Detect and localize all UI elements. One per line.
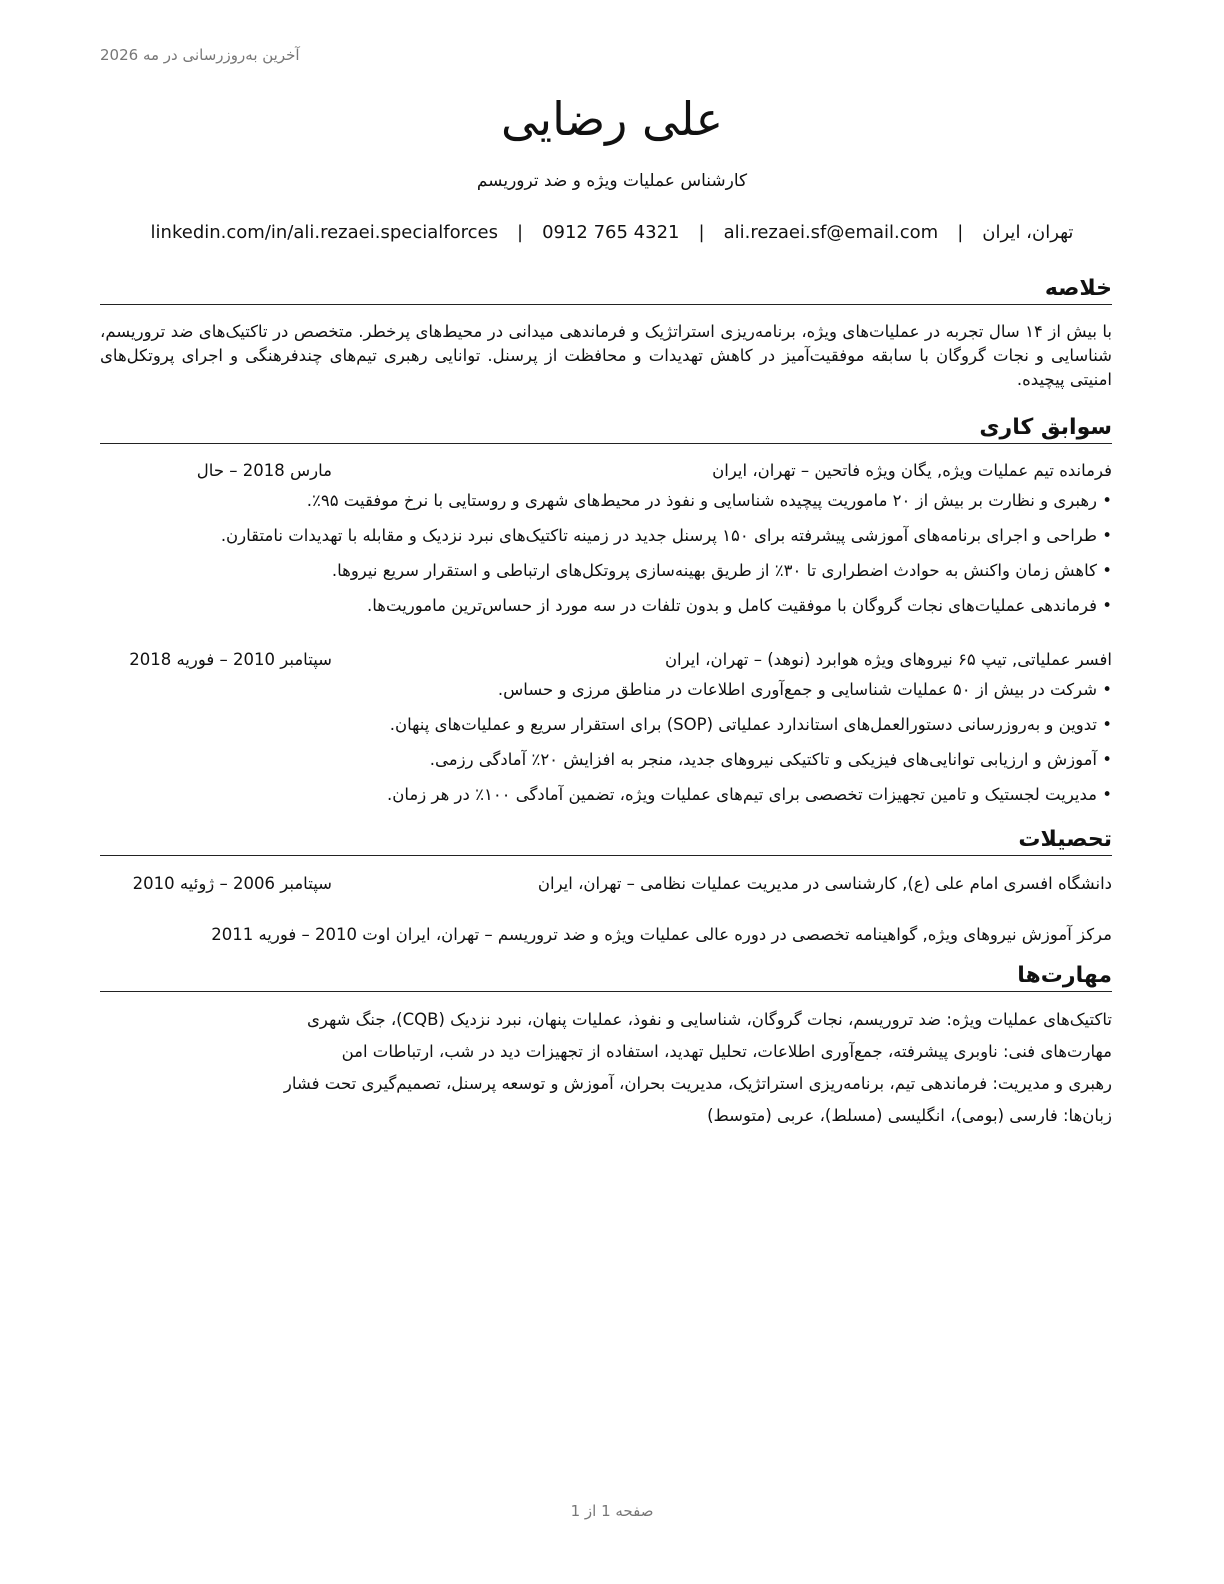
page-number: صفحه 1 از 1 bbox=[570, 1502, 654, 1520]
contact-separator: | bbox=[957, 222, 964, 243]
job-header bbox=[100, 648, 1112, 672]
summary-text: با بیش از ۱۴ سال تجربه در عملیات‌های ویژه، برنامه‌ریزی استراتژیک و فرماندهی میدانی در محیط‌های پرخطر. متخصص در تاکتیک‌های ضد تروریسم، شناسایی و نجات گروگان با سابقه موفقیت‌آمیز در کاهش تهدیدات و محافظت از پرسنل. توانایی رهبری تیم‌های چندفرهنگی و اجرای پروتکل‌های امنیتی پیچیده. bbox=[100, 322, 1113, 389]
contact-linkedin-link[interactable]: linkedin.com/in/ali.rezaei.specialforces bbox=[150, 222, 498, 243]
experience-heading: سوابق کاری bbox=[100, 415, 1112, 444]
last-updated-note: آخرین به‌روزرسانی در مه 2026 bbox=[100, 46, 300, 64]
education-item bbox=[100, 872, 1112, 896]
education-item bbox=[100, 923, 1112, 947]
job-bullet: • طراحی و اجرای برنامه‌های آموزشی پیشرفته برای ۱۵۰ پرسنل جدید در زمینه تاکتیک‌های نبرد نزدیک و مقابله با تهدیدات نامتقارن. bbox=[220, 526, 1112, 545]
candidate-title: کارشناس عملیات ویژه و ضد تروریسم bbox=[476, 171, 748, 191]
candidate-name: علی رضایی bbox=[500, 92, 724, 146]
job-bullets bbox=[100, 489, 1112, 629]
skills-list bbox=[100, 1008, 1112, 1136]
contact-separator: | bbox=[516, 222, 524, 243]
skill-line: تاکتیک‌های عملیات ویژه: ضد تروریسم، نجات گروگان، شناسایی و نفوذ، عملیات پنهان، نبرد نزدیک (CQB)، جنگ شهری bbox=[306, 1010, 1112, 1029]
job-dates: مارس 2018 – حال bbox=[196, 461, 332, 480]
education-heading: تحصیلات bbox=[100, 827, 1112, 856]
contact-phone: 0912 765 4321 bbox=[542, 222, 680, 243]
job-bullet: • کاهش زمان واکنش به حوادث اضطراری تا ۳۰٪ از طریق بهینه‌سازی پروتکل‌های ارتباطی و استقرار سریع نیروها. bbox=[331, 561, 1112, 580]
job-header bbox=[100, 459, 1112, 483]
job-bullet: • مدیریت لجستیک و تامین تجهیزات تخصصی برای تیم‌های عملیات ویژه، تضمین آمادگی ۱۰۰٪ در هر زمان. bbox=[387, 785, 1112, 804]
skill-line: زبان‌ها: فارسی (بومی)، انگلیسی (مسلط)، عربی (متوسط) bbox=[707, 1106, 1112, 1125]
job-bullet: • تدوین و به‌روزرسانی دستورالعمل‌های استاندارد عملیاتی (SOP) برای استقرار سریع و عملیات‌های پنهان. bbox=[389, 715, 1112, 734]
contact-line bbox=[100, 222, 1124, 243]
skill-line: مهارت‌های فنی: ناوبری پیشرفته، جمع‌آوری اطلاعات، تحلیل تهدید، استفاده از تجهیزات دید در شب، ارتباطات امن bbox=[341, 1042, 1112, 1061]
skills-heading: مهارت‌ها bbox=[100, 963, 1112, 992]
job-bullet: • رهبری و نظارت بر بیش از ۲۰ ماموریت پیچیده شناسایی و نفوذ در محیط‌های شهری و روستایی با نرخ موفقیت ۹۵٪. bbox=[306, 491, 1112, 510]
job-bullet: • آموزش و ارزیابی توانایی‌های فیزیکی و تاکتیکی نیروهای جدید، منجر به افزایش ۲۰٪ آمادگی رزمی. bbox=[429, 750, 1112, 769]
job-bullets bbox=[100, 678, 1112, 818]
contact-location: تهران، ایران bbox=[982, 222, 1074, 243]
education-dates: سپتامبر 2006 – ژوئیه 2010 bbox=[132, 874, 332, 893]
job-bullet: • شرکت در بیش از ۵۰ عملیات شناسایی و جمع‌آوری اطلاعات در مناطق مرزی و حساس. bbox=[497, 680, 1112, 699]
contact-separator: | bbox=[698, 222, 705, 243]
education-certificate: مرکز آموزش نیروهای ویژه, گواهینامه تخصصی در دوره عالی عملیات ویژه و ضد تروریسم – تهران، ایران اوت 2010 – فوریه 2011 bbox=[211, 925, 1112, 944]
job-role: افسر عملیاتی, تیپ ۶۵ نیروهای ویژه هوابرد (نوهد) – تهران، ایران bbox=[664, 650, 1112, 669]
education-degree: دانشگاه افسری امام علی (ع), کارشناسی در مدیریت عملیات نظامی – تهران، ایران bbox=[537, 874, 1112, 893]
skill-line: رهبری و مدیریت: فرماندهی تیم، برنامه‌ریزی استراتژیک، مدیریت بحران، آموزش و توسعه پرسنل، تصمیم‌گیری تحت فشار bbox=[283, 1074, 1112, 1093]
contact-email-link[interactable]: ali.rezaei.sf@email.com bbox=[723, 222, 939, 243]
job-bullet: • فرماندهی عملیات‌های نجات گروگان با موفقیت کامل و بدون تلفات در سه مورد از حساس‌ترین ماموریت‌ها. bbox=[367, 596, 1112, 615]
job-dates: سپتامبر 2010 – فوریه 2018 bbox=[129, 650, 332, 669]
job-role: فرمانده تیم عملیات ویژه, یگان ویژه فاتحین – تهران، ایران bbox=[712, 461, 1112, 480]
summary-heading: خلاصه bbox=[100, 276, 1112, 305]
